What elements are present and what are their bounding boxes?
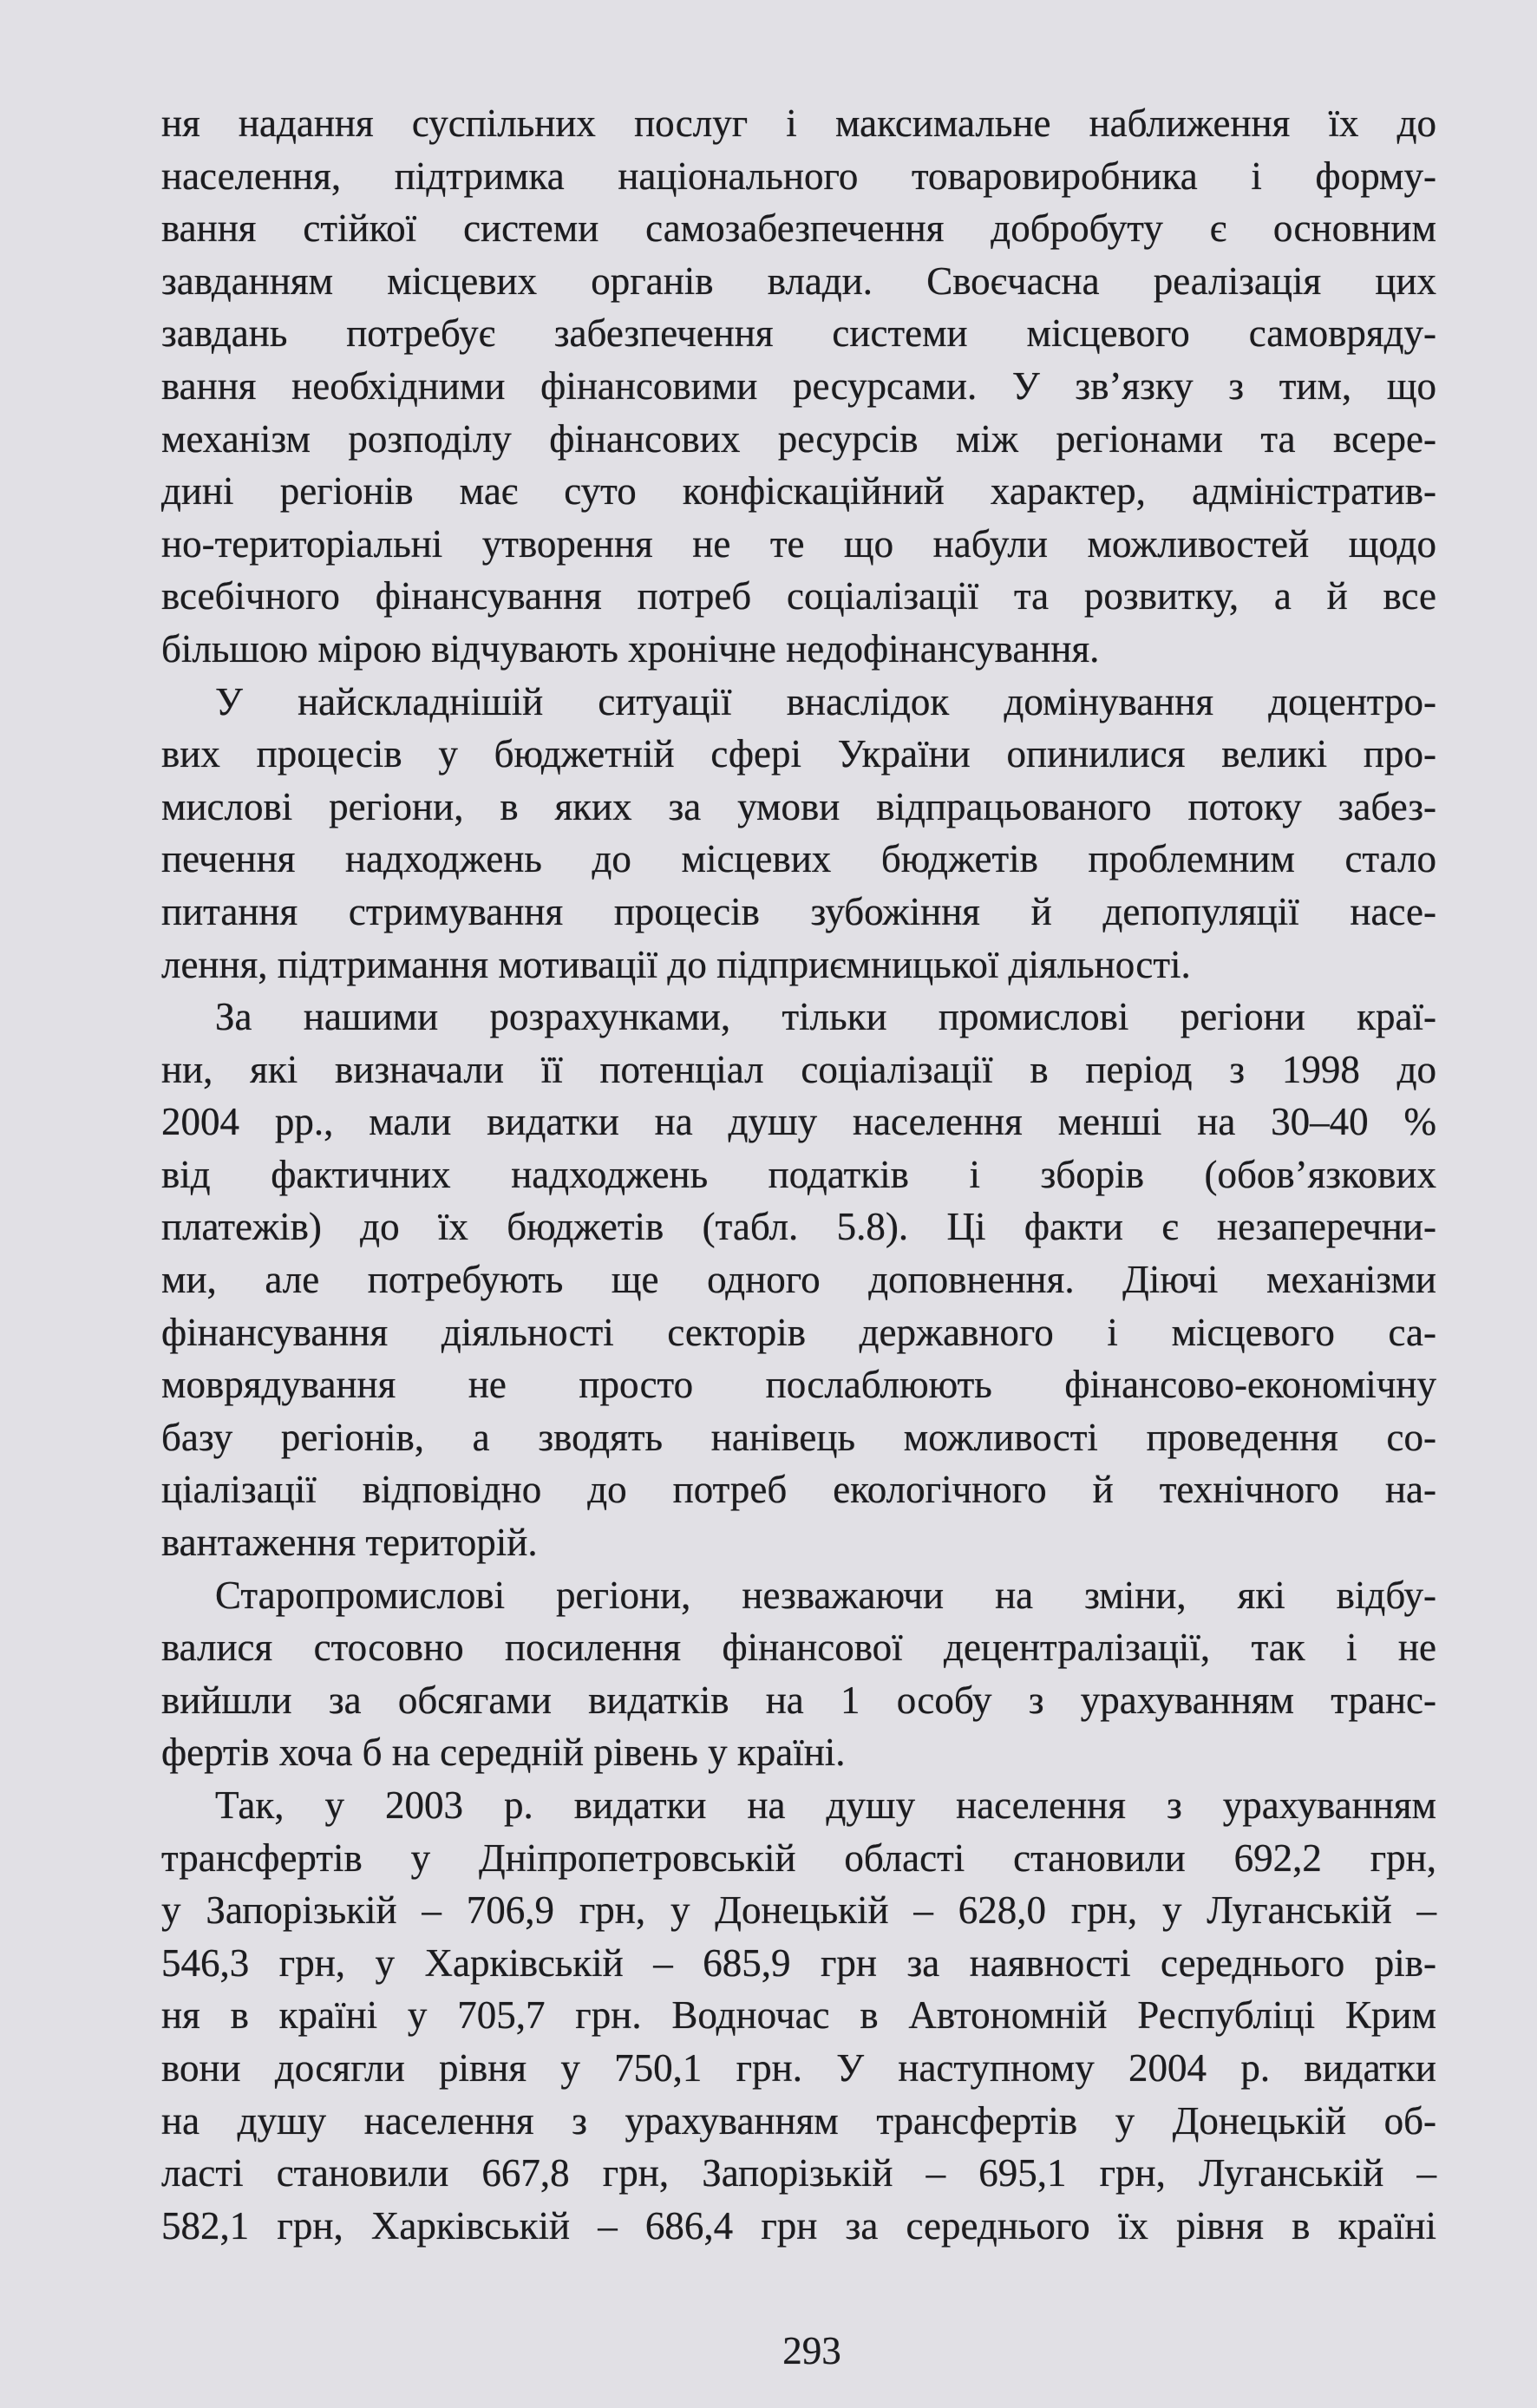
text-line: ня надання суспільних послуг і максимальне наближення їх до <box>161 101 1436 145</box>
text-line: вих процесів у бюджетній сфері України опинилися великі про- <box>161 732 1436 776</box>
text-line: 582,1 грн, Харківській – 686,4 грн за середнього їх рівня в країні <box>161 2203 1436 2248</box>
text-line: населення, підтримка національного товаровиробника і форму- <box>161 154 1436 198</box>
text-line: У найскладнішій ситуації внаслідок домінування доцентро- <box>215 679 1436 723</box>
text-line: від фактичних надходжень податків і зборів (обов’язкових <box>161 1152 1436 1196</box>
text-line: вони досягли рівня у 750,1 грн. У наступному 2004 р. видатки <box>161 2045 1436 2090</box>
text-line: вання необхідними фінансовими ресурсами. У зв’язку з тим, що <box>161 363 1436 408</box>
text-line: всебічного фінансування потреб соціалізації та розвитку, а й все <box>161 574 1436 618</box>
text-line: вийшли за обсягами видатків на 1 особу з урахуванням транс- <box>161 1678 1436 1722</box>
text-line: дині регіонів має суто конфіскаційний характер, адміністратив- <box>161 469 1436 514</box>
text-line: Так, у 2003 р. видатки на душу населення з урахуванням <box>215 1783 1436 1827</box>
text-line: но-територіальні утворення не те що набули можливостей щодо <box>161 521 1436 566</box>
text-line: механізм розподілу фінансових ресурсів між регіонами та всере- <box>161 416 1436 461</box>
text-line: на душу населення з урахуванням трансфертів у Донецькій об- <box>161 2098 1436 2143</box>
paragraph <box>161 676 1436 991</box>
text-line: За нашими розрахунками, тільки промислові регіони краї- <box>215 995 1436 1039</box>
text-line: лення, підтримання мотивації до підприємницької діяльності. <box>161 942 1191 986</box>
text-line: фінансування діяльності секторів державного і місцевого са- <box>161 1310 1436 1354</box>
text-line: ня в країні у 705,7 грн. Водночас в Автономній Республіці Крим <box>161 1993 1436 2038</box>
text-line: Старопромислові регіони, незважаючи на зміни, які відбу- <box>215 1573 1436 1617</box>
text-line: вантаження територій. <box>161 1521 538 1565</box>
text-line: валися стосовно посилення фінансової децентралізації, так і не <box>161 1626 1436 1670</box>
text-line: завданням місцевих органів влади. Своєчасна реалізація цих <box>161 258 1436 303</box>
text-line: завдань потребує забезпечення системи місцевого самовряду- <box>161 311 1436 356</box>
text-line: фертів хоча б на середній рівень у країні. <box>161 1731 846 1775</box>
text-line: більшою мірою відчувають хронічне недофінансування. <box>161 626 1100 671</box>
text-line: ціалізації відповідно до потреб екологічного й технічного на- <box>161 1468 1436 1512</box>
text-line: платежів) до їх бюджетів (табл. 5.8). Ці факти є незаперечни- <box>161 1205 1436 1249</box>
paragraph <box>161 97 1436 676</box>
paragraph <box>161 991 1436 1569</box>
text-line: ни, які визначали її потенціал соціалізації в період з 1998 до <box>161 1047 1436 1091</box>
text-line: ласті становили 667,8 грн, Запорізькій – 695,1 грн, Луганській – <box>161 2151 1436 2195</box>
text-line: мислові регіони, в яких за умови відпрацьованого потоку забез- <box>161 784 1436 828</box>
paragraph <box>161 1569 1436 1779</box>
text-line: вання стійкої системи самозабезпечення добробуту є основним <box>161 206 1436 251</box>
paragraph <box>161 1779 1436 2252</box>
text-line: трансфертів у Дніпропетровській області становили 692,2 грн, <box>161 1835 1436 1880</box>
text-line: 2004 рр., мали видатки на душу населення менші на 30–40 % <box>161 1100 1436 1144</box>
text-line: печення надходжень до місцевих бюджетів проблемним стало <box>161 837 1436 881</box>
text-line: 546,3 грн, у Харківській – 685,9 грн за наявності середнього рів- <box>161 1940 1436 1985</box>
text-line: питання стримування процесів зубожіння й депопуляції насе- <box>161 889 1436 933</box>
text-line: ми, але потребують ще одного доповнення. Діючі механізми <box>161 1258 1436 1302</box>
page-number: 293 <box>782 2329 841 2372</box>
text-line: у Запорізькій – 706,9 грн, у Донецькій – 628,0 грн, у Луганській – <box>161 1888 1436 1933</box>
text-line: базу регіонів, а зводять нанівець можливості проведення со- <box>161 1415 1436 1459</box>
page-body-text <box>161 97 1436 2252</box>
text-line: моврядування не просто послаблюють фінансово-економічну <box>161 1363 1436 1407</box>
